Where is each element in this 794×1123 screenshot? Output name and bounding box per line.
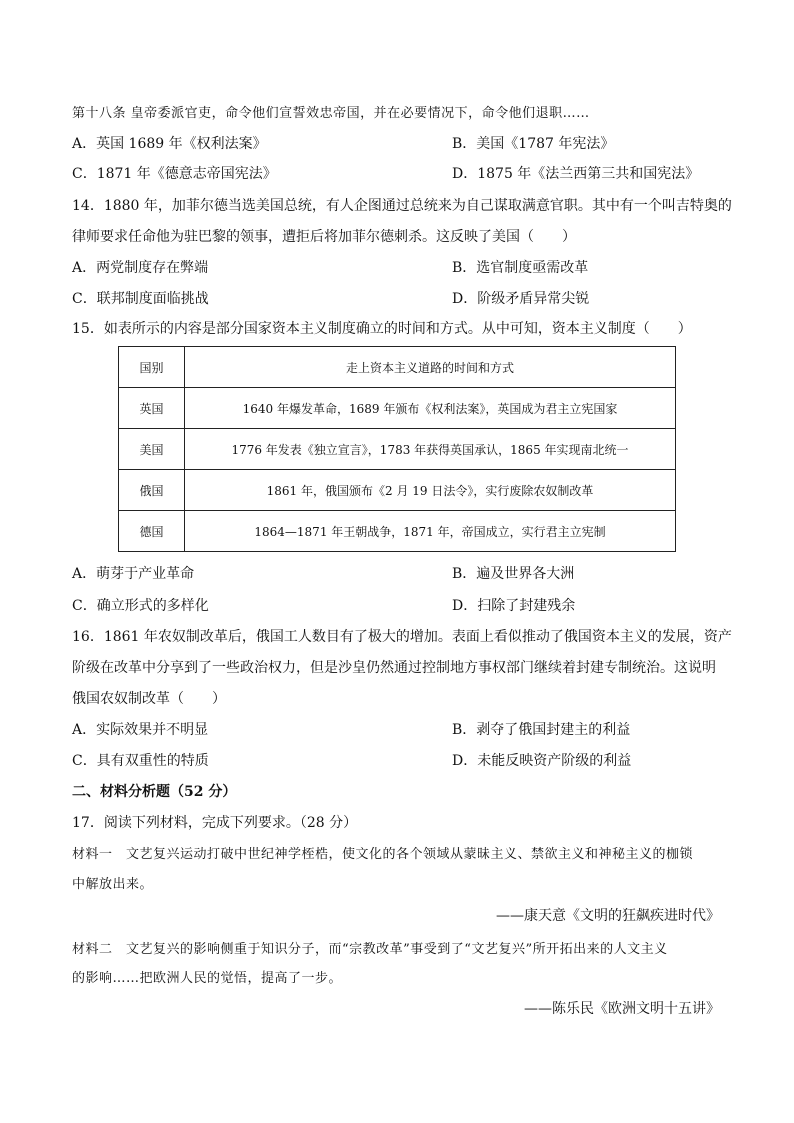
- q13-material-tail: 第十八条 皇帝委派官吏，命令他们宣誓效忠帝国，并在必要情况下，命令他们退职……: [72, 106, 590, 121]
- table-header-row: [119, 347, 676, 388]
- table-header-path: 走上资本主义道路的时间和方式: [185, 347, 676, 388]
- q16-stem-line-2: 阶级在改革中分享到了一些政治权力，但是沙皇仍然通过控制地方事权部门继续着封建专制统治。这说明: [72, 660, 716, 676]
- q15-option-d[interactable]: D．扫除了封建残余: [452, 598, 576, 614]
- table-cell-path: 1640 年爆发革命，1689 年颁布《权利法案》，英国成为君主立宪国家: [185, 388, 676, 429]
- q16-stem-line-1: 16．1861 年农奴制改革后，俄国工人数目有了极大的增加。表面上看似推动了俄国资本主义的发展，资产: [72, 629, 732, 645]
- q14-option-a[interactable]: A．两党制度存在弊端: [72, 260, 209, 276]
- q16-option-c[interactable]: C．具有双重性的特质: [72, 753, 209, 769]
- q16-stem-line-3: 俄国农奴制改革（ ）: [72, 691, 226, 707]
- q13-option-b[interactable]: B．美国《1787 年宪法》: [452, 136, 615, 152]
- q15-option-b[interactable]: B．遍及世界各大洲: [452, 566, 575, 582]
- q13-option-c[interactable]: C．1871 年《德意志帝国宪法》: [72, 166, 277, 182]
- section-heading: 二、材料分析题（52 分）: [72, 784, 237, 800]
- table-cell-path: 1776 年发表《独立宣言》，1783 年获得英国承认，1865 年实现南北统一: [185, 429, 676, 470]
- q15-history-table: [118, 346, 676, 552]
- q15-option-a[interactable]: A．萌芽于产业革命: [72, 566, 195, 582]
- q17-material2-line-1: 材料二 文艺复兴的影响侧重于知识分子，而“宗教改革”事受到了“文艺复兴”所开拓出来的人文主义: [72, 942, 668, 957]
- table-cell-country: 英国: [119, 388, 185, 429]
- table-header-country: 国别: [119, 347, 185, 388]
- q16-options-row-1: [72, 720, 631, 740]
- q13-option-d[interactable]: D．1875 年《法兰西第三共和国宪法》: [452, 166, 700, 182]
- table-row: [119, 388, 676, 429]
- q17-material2-line-2: 的影响……把欧洲人民的觉悟，提高了一步。: [72, 971, 343, 986]
- q14-stem-line-1: 14．1880 年，加菲尔德当选美国总统，有人企图通过总统来为自己谋取满意官职。其中有一个叫吉特奥的: [72, 198, 732, 214]
- q17-material2-source: ——陈乐民《欧洲文明十五讲》: [524, 1001, 720, 1017]
- q14-options-row-1: [72, 258, 589, 278]
- q17-material1-line-2: 中解放出来。: [72, 877, 154, 892]
- q13-options-row-1: [72, 134, 615, 154]
- table-cell-country: 美国: [119, 429, 185, 470]
- q14-option-b[interactable]: B．选官制度亟需改革: [452, 260, 589, 276]
- q14-options-row-2: [72, 289, 590, 309]
- q17-stem: 17．阅读下列材料，完成下列要求。（28 分）: [72, 815, 358, 831]
- q15-option-c[interactable]: C．确立形式的多样化: [72, 598, 209, 614]
- table-row: [119, 429, 676, 470]
- table-cell-path: 1861 年，俄国颁布《2 月 19 日法令》，实行废除农奴制改革: [185, 470, 676, 511]
- q15-stem: 15．如表所示的内容是部分国家资本主义制度确立的时间和方式。从中可知，资本主义制度（ ）: [72, 321, 692, 337]
- table-cell-country: 德国: [119, 511, 185, 552]
- q15-options-row-2: [72, 596, 576, 616]
- table-row: [119, 511, 676, 552]
- q16-option-a[interactable]: A．实际效果并不明显: [72, 722, 209, 738]
- q13-options-row-2: [72, 164, 700, 184]
- q17-material1-source: ——康天意《文明的狂飙疾进时代》: [496, 908, 720, 924]
- q14-stem-line-2: 律师要求任命他为驻巴黎的领事，遭拒后将加菲尔德刺杀。这反映了美国（ ）: [72, 229, 576, 245]
- table-row: [119, 470, 676, 511]
- q16-option-b[interactable]: B．剥夺了俄国封建主的利益: [452, 722, 631, 738]
- q13-option-a[interactable]: A．英国 1689 年《权利法案》: [72, 136, 267, 152]
- q14-option-c[interactable]: C．联邦制度面临挑战: [72, 291, 209, 307]
- q14-option-d[interactable]: D．阶级矛盾异常尖锐: [452, 291, 590, 307]
- table-cell-country: 俄国: [119, 470, 185, 511]
- q16-option-d[interactable]: D．未能反映资产阶级的利益: [452, 753, 632, 769]
- q15-options-row-1: [72, 564, 575, 584]
- q17-material1-line-1: 材料一 文艺复兴运动打破中世纪神学桎梏，使文化的各个领域从蒙昧主义、禁欲主义和神秘主义的枷锁: [72, 847, 694, 862]
- q16-options-row-2: [72, 751, 632, 771]
- table-cell-path: 1864—1871 年王朝战争，1871 年，帝国成立，实行君主立宪制: [185, 511, 676, 552]
